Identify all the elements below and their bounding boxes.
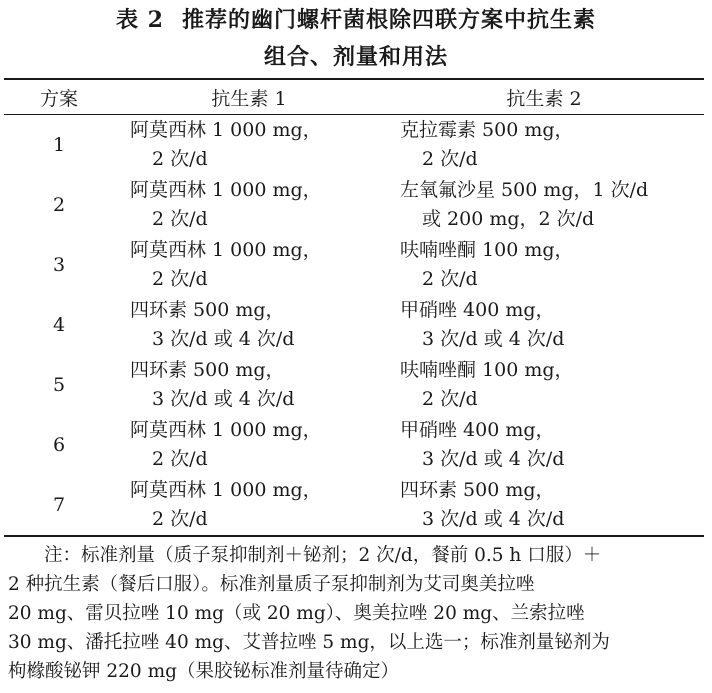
antibiotic-1-cell [114, 175, 384, 235]
antibiotic-2-cell [384, 115, 704, 176]
frequency-line: 3 次/d 或 4 次/d [152, 328, 295, 350]
dose-line: 四环素 500 mg， [400, 479, 555, 501]
antibiotic-2-cell [384, 295, 704, 355]
note-line: 枸橼酸铋钾 220 mg（果胶铋标准剂量待确定） [8, 661, 399, 682]
frequency-line: 2 次/d [152, 208, 208, 230]
dose-line: 左氧氟沙星 500 mg，1 次/d [400, 179, 649, 201]
table-title-line-2-wrap [4, 39, 708, 76]
table-header-row [4, 79, 704, 115]
antibiotic-1-cell [114, 295, 384, 355]
note-line: 2 种抗生素（餐后口服）。标准剂量质子泵抑制剂为艾司奥美拉唑 [8, 574, 535, 595]
dose-line: 四环素 500 mg， [130, 299, 285, 321]
dose-line: 呋喃唑酮 100 mg， [400, 239, 574, 261]
antibiotic-2-cell [384, 175, 704, 235]
dose-line: 阿莫西林 1 000 mg， [130, 179, 322, 201]
dose-line: 阿莫西林 1 000 mg， [130, 479, 322, 501]
antibiotic-2-cell [384, 415, 704, 475]
antibiotic-1-cell [114, 115, 384, 176]
frequency-line: 3 次/d 或 4 次/d [422, 448, 565, 470]
dose-line: 呋喃唑酮 100 mg， [400, 359, 574, 381]
table-row [4, 235, 704, 295]
antibiotic-table [4, 78, 704, 537]
antibiotic-2-cell [384, 475, 704, 536]
table-body [4, 115, 704, 537]
frequency-line: 2 次/d [152, 508, 208, 530]
note-line: 30 mg、潘托拉唑 40 mg、艾普拉唑 5 mg，以上选一；标准剂量铋剂为 [8, 632, 610, 653]
document-page [0, 2, 712, 693]
antibiotic-1-cell [114, 415, 384, 475]
antibiotic-1-cell [114, 355, 384, 415]
frequency-line: 2 次/d [422, 388, 478, 410]
frequency-line: 或 200 mg，2 次/d [422, 208, 595, 230]
note-line: 注：标准剂量（质子泵抑制剂＋铋剂；2 次/d，餐前 0.5 h 口服）＋ [44, 545, 602, 566]
antibiotic-1-cell [114, 475, 384, 536]
dose-line: 克拉霉素 500 mg， [400, 119, 574, 141]
table-label: 表 2 [116, 7, 164, 33]
scheme-number: 2 [52, 194, 66, 216]
dose-line: 阿莫西林 1 000 mg， [130, 419, 322, 441]
table-title-line-2: 组合、剂量和用法 [263, 44, 448, 70]
table-row [4, 295, 704, 355]
table-title [4, 2, 708, 39]
frequency-line: 3 次/d 或 4 次/d [152, 388, 295, 410]
scheme-number: 7 [52, 494, 66, 516]
table-row [4, 415, 704, 475]
header-antibiotic-1: 抗生素 1 [211, 87, 287, 110]
table-title-line-1: 推荐的幽门螺杆菌根除四联方案中抗生素 [181, 7, 596, 33]
dose-line: 四环素 500 mg， [130, 359, 285, 381]
frequency-line: 2 次/d [422, 268, 478, 290]
frequency-line: 2 次/d [152, 448, 208, 470]
note-line: 20 mg、雷贝拉唑 10 mg（或 20 mg）、奥美拉唑 20 mg、兰索拉唑 [8, 603, 585, 624]
antibiotic-1-cell [114, 235, 384, 295]
frequency-line: 2 次/d [422, 148, 478, 170]
dose-line: 甲硝唑 400 mg， [400, 299, 555, 321]
dose-line: 甲硝唑 400 mg， [400, 419, 555, 441]
table-note [4, 541, 708, 686]
table-row [4, 115, 704, 176]
antibiotic-2-cell [384, 235, 704, 295]
frequency-line: 3 次/d 或 4 次/d [422, 508, 565, 530]
scheme-number: 1 [52, 134, 66, 156]
dose-line: 阿莫西林 1 000 mg， [130, 239, 322, 261]
table-row [4, 355, 704, 415]
header-antibiotic-2: 抗生素 2 [506, 87, 582, 110]
frequency-line: 2 次/d [152, 268, 208, 290]
scheme-number: 6 [52, 434, 66, 456]
frequency-line: 2 次/d [152, 148, 208, 170]
antibiotic-2-cell [384, 355, 704, 415]
header-scheme: 方案 [39, 87, 78, 110]
table-row [4, 475, 704, 536]
scheme-number: 4 [52, 314, 66, 336]
dose-line: 阿莫西林 1 000 mg， [130, 119, 322, 141]
scheme-number: 3 [52, 254, 66, 276]
scheme-number: 5 [52, 374, 66, 396]
table-row [4, 175, 704, 235]
frequency-line: 3 次/d 或 4 次/d [422, 328, 565, 350]
